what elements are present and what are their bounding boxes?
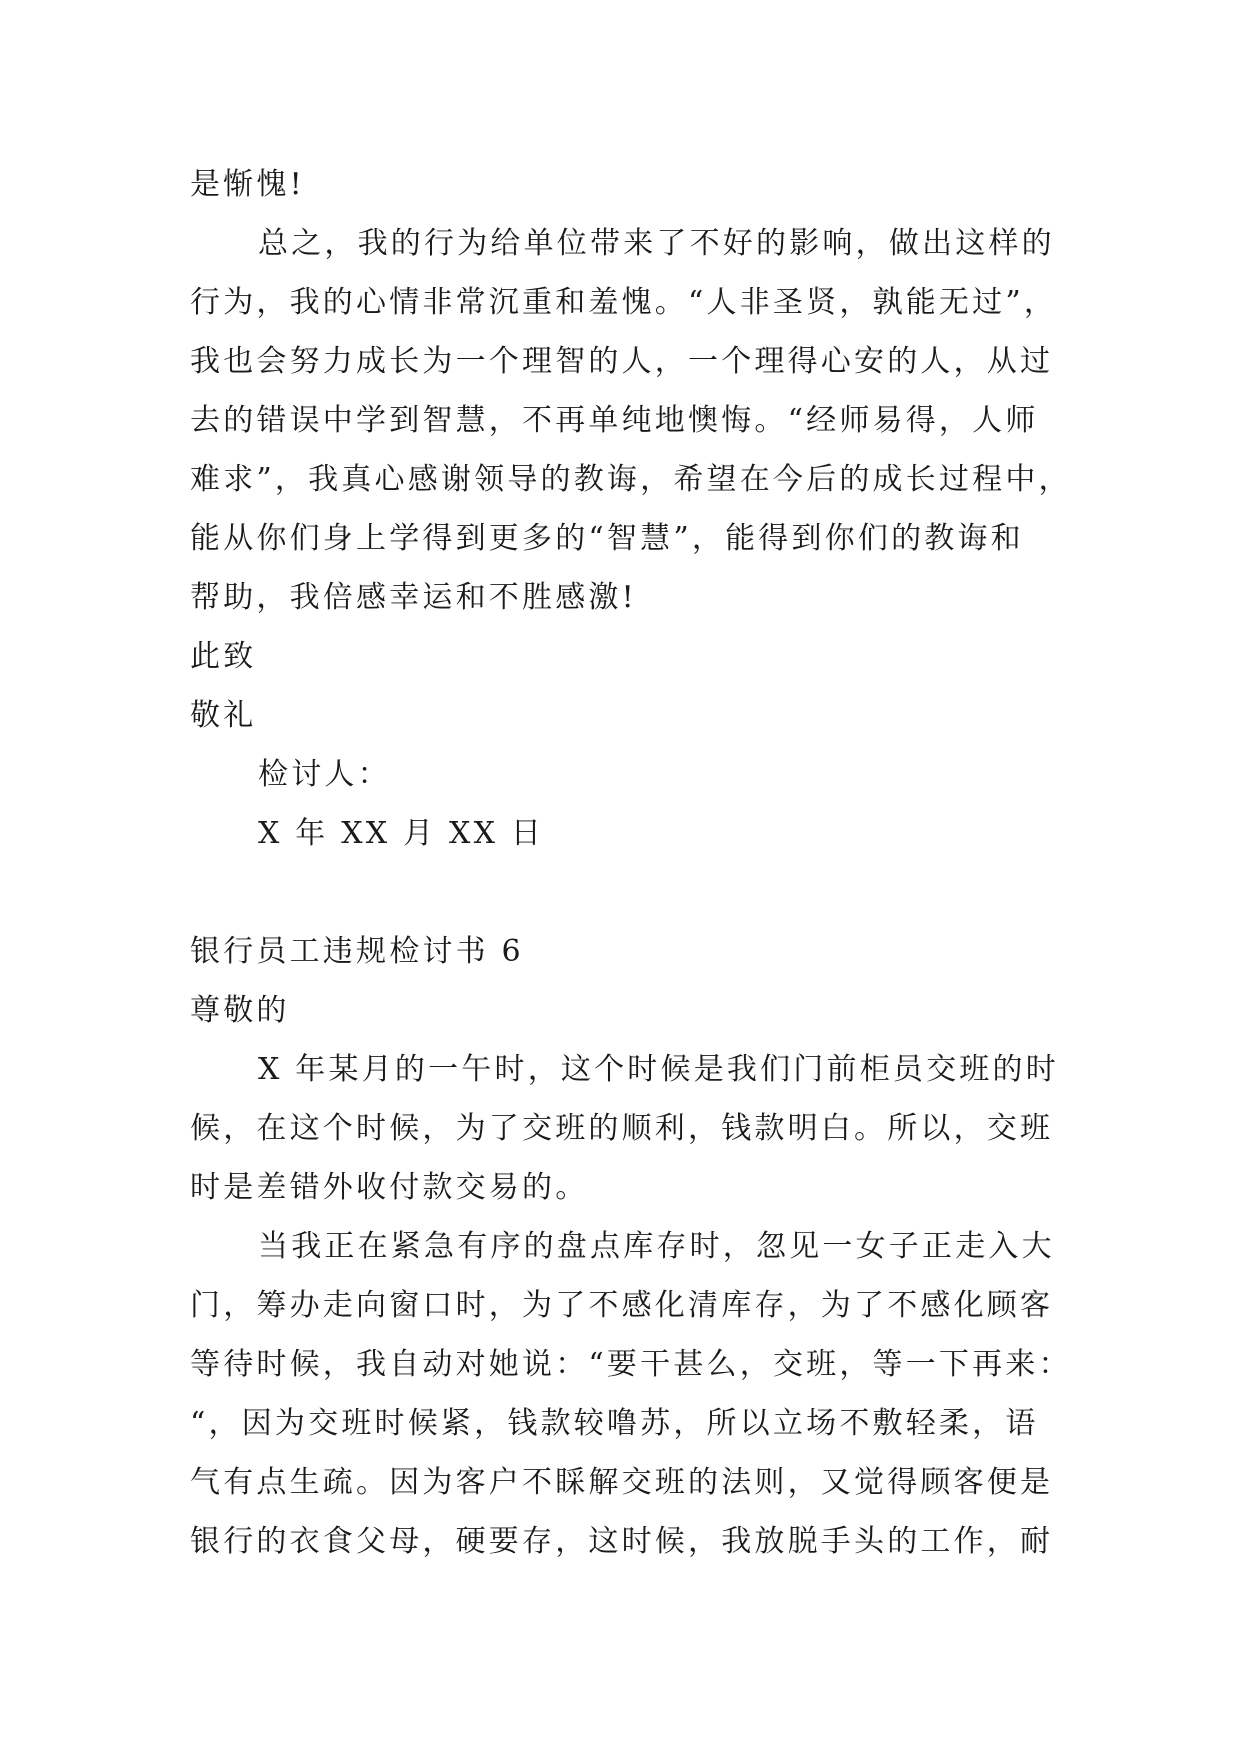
paragraph-line: 当我正在紧急有序的盘点库存时，忽见一女子正走入大	[258, 1229, 1055, 1264]
paragraph-line: 我也会努力成长为一个理智的人，一个理得心安的人，从过	[190, 344, 1054, 379]
salutation: 尊敬的	[190, 993, 290, 1028]
paragraph-line: 总之，我的行为给单位带来了不好的影响，做出这样的	[258, 226, 1055, 261]
paragraph-line: 银行的衣食父母，硬要存，这时候，我放脱手头的工作，耐	[190, 1524, 1054, 1559]
paragraph-line: 是惭愧!	[190, 167, 305, 202]
paragraph-line: 门，筹办走向窗口时，为了不感化清库存，为了不感化顾客	[190, 1288, 1054, 1323]
paragraph-line: 能从你们身上学得到更多的“智慧”，能得到你们的教诲和	[190, 521, 1024, 556]
paragraph-line: 行为，我的心情非常沉重和羞愧。“人非圣贤，孰能无过”，	[190, 285, 1058, 320]
paragraph-line: 去的错误中学到智慧，不再单纯地懊悔。“经师易得，人师	[190, 403, 1039, 438]
closing-line: 此致	[190, 639, 257, 674]
section-title: 银行员工违规检讨书 6	[190, 934, 524, 969]
paragraph-line: X 年某月的一午时，这个时候是我们门前柜员交班的时	[258, 1052, 1059, 1087]
paragraph-line: 难求”，我真心感谢领导的教诲，希望在今后的成长过程中，	[190, 462, 1072, 497]
paragraph-line: 气有点生疏。因为客户不睬解交班的法则，又觉得顾客便是	[190, 1465, 1054, 1500]
paragraph-line: 候，在这个时候，为了交班的顺利，钱款明白。所以，交班	[190, 1111, 1054, 1146]
closing-line: 敬礼	[190, 698, 257, 733]
paragraph-line: 时是差错外收付款交易的。	[190, 1170, 589, 1205]
paragraph-line: 帮助，我倍感幸运和不胜感激!	[190, 580, 637, 615]
paragraph-line: “，因为交班时候紧，钱款较噜苏，所以立场不敷轻柔，语	[190, 1406, 1039, 1441]
signature-date: X 年 XX 月 XX 日	[258, 816, 545, 851]
paragraph-line: 等待时候，我自动对她说：“要干甚么，交班，等一下再来：	[190, 1347, 1072, 1382]
signature-label: 检讨人：	[258, 757, 391, 792]
